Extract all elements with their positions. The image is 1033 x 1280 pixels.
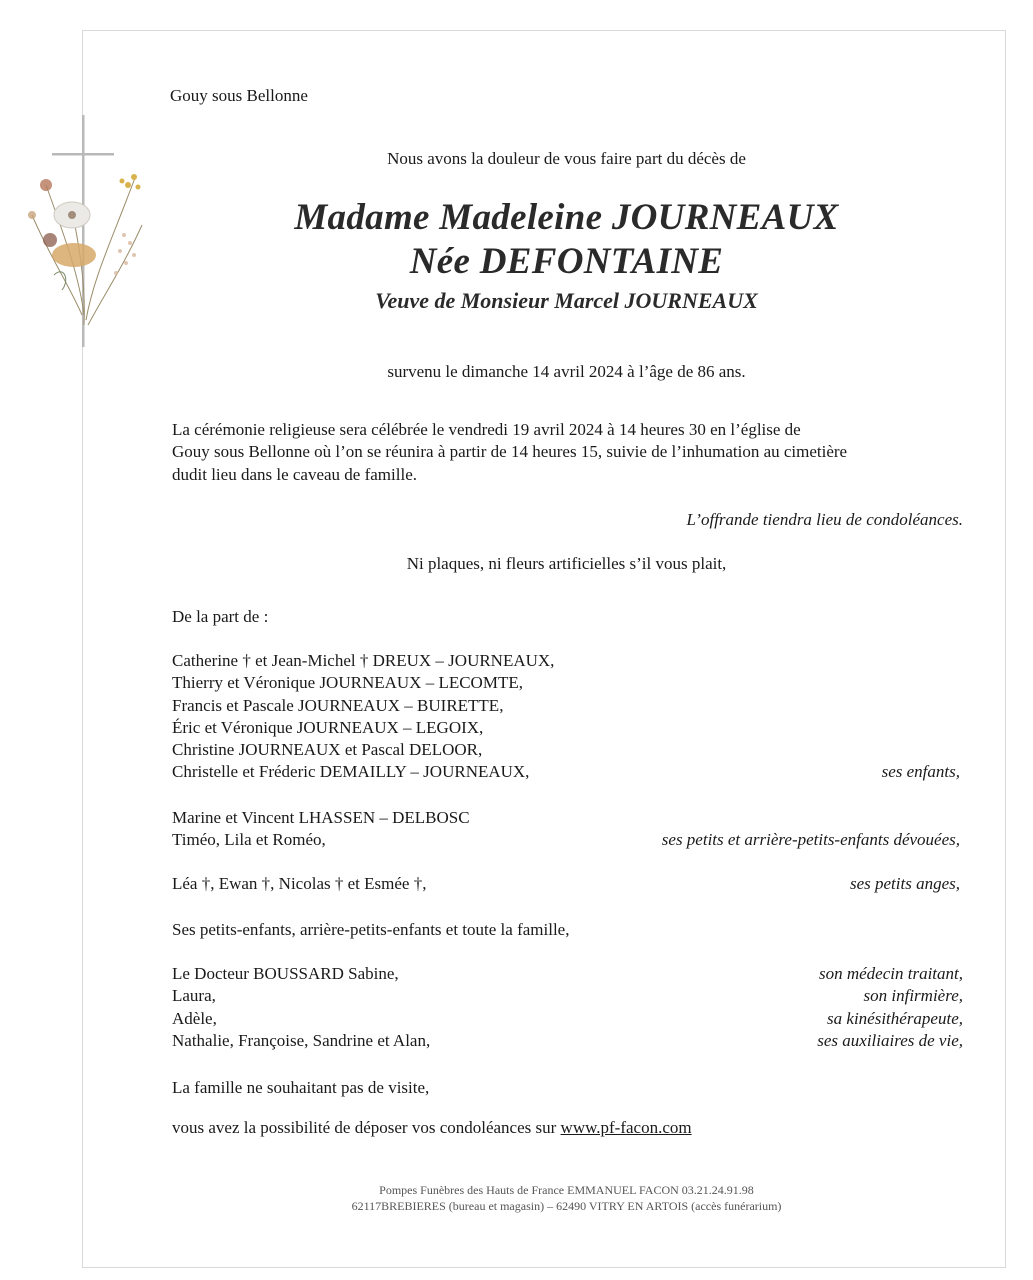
carer-role: sa kinésithérapeute, — [827, 1008, 963, 1028]
grandchildren-list — [172, 807, 470, 852]
list-item: Thierry et Véronique JOURNEAUX – LECOMTE, — [172, 673, 523, 693]
carer-name: Adèle, — [172, 1008, 217, 1028]
offering-note: L’offrande tiendra lieu de condoléances. — [686, 510, 963, 529]
list-item: Marine et Vincent LHASSEN – DELBOSC — [172, 808, 470, 827]
ceremony-line: La cérémonie religieuse sera célébrée le vendredi 19 avril 2024 à 14 heures 30 en l’église de — [172, 420, 801, 439]
condolences-line — [172, 1117, 692, 1139]
carer-name: Laura, — [172, 986, 216, 1006]
deceased-name: Madame Madeleine JOURNEAUX — [294, 197, 839, 238]
list-item: Timéo, Lila et Roméo, — [172, 830, 326, 850]
children-role: ses enfants, — [881, 762, 960, 781]
list-item: Christine JOURNEAUX et Pascal DELOOR, — [172, 740, 483, 760]
carer-role: ses auxiliaires de vie, — [817, 1030, 963, 1050]
list-item: Catherine † et Jean-Michel † DREUX – JOURNEAUX, — [172, 651, 555, 670]
angels-role: ses petits anges, — [849, 874, 960, 893]
carers-roles — [817, 963, 963, 1052]
ceremony-line: Gouy sous Bellonne où l’on se réunira à partir de 14 heures 15, suivie de l’inhumation au cimetière — [172, 442, 848, 462]
angels-list: Léa †, Ewan †, Nicolas † et Esmée †, — [172, 874, 427, 893]
list-item: Éric et Véronique JOURNEAUX – LEGOIX, — [172, 717, 484, 737]
children-list — [172, 650, 554, 784]
grandchildren-role: ses petits et arrière-petits-enfants dévouées, — [661, 830, 960, 849]
no-visit-note: La famille ne souhaitant pas de visite, — [172, 1078, 430, 1097]
carer-role: son médecin traitant, — [818, 964, 963, 983]
list-item: Christelle et Fréderic DEMAILLY – JOURNEAUX, — [172, 762, 530, 782]
family-line: Ses petits-enfants, arrière-petits-enfants et toute la famille, — [172, 920, 570, 939]
footer-company: Pompes Funèbres des Hauts de France EMMANUEL FACON 03.21.24.91.98 — [379, 1183, 754, 1197]
carer-role: son infirmière, — [863, 986, 963, 1006]
no-flowers-note: Ni plaques, ni fleurs artificielles s’il vous plait, — [406, 554, 727, 573]
maiden-name: Née DEFONTAINE — [409, 241, 724, 282]
footer-address: 62117BREBIERES (bureau et magasin) – 62490 VITRY EN ARTOIS (accès funérarium) — [351, 1199, 782, 1213]
carer-name: Le Docteur BOUSSARD Sabine, — [172, 964, 399, 983]
widow-of: Veuve de Monsieur Marcel JOURNEAUX — [375, 288, 758, 313]
list-item: Francis et Pascale JOURNEAUX – BUIRETTE, — [172, 695, 504, 715]
intro-text: Nous avons la douleur de vous faire part du décès de — [387, 149, 746, 168]
carers-names — [172, 963, 430, 1052]
condolences-text: vous avez la possibilité de déposer vos condoléances sur — [172, 1118, 557, 1137]
website-link[interactable]: www.pf-facon.com — [560, 1118, 692, 1137]
death-date: survenu le dimanche 14 avril 2024 à l’âge de 86 ans. — [387, 362, 746, 381]
ceremony-paragraph — [172, 419, 847, 486]
from-label: De la part de : — [172, 607, 269, 626]
ceremony-line: dudit lieu dans le caveau de famille. — [172, 464, 417, 484]
carer-name: Nathalie, Françoise, Sandrine et Alan, — [172, 1030, 431, 1050]
place-name: Gouy sous Bellonne — [170, 86, 308, 105]
